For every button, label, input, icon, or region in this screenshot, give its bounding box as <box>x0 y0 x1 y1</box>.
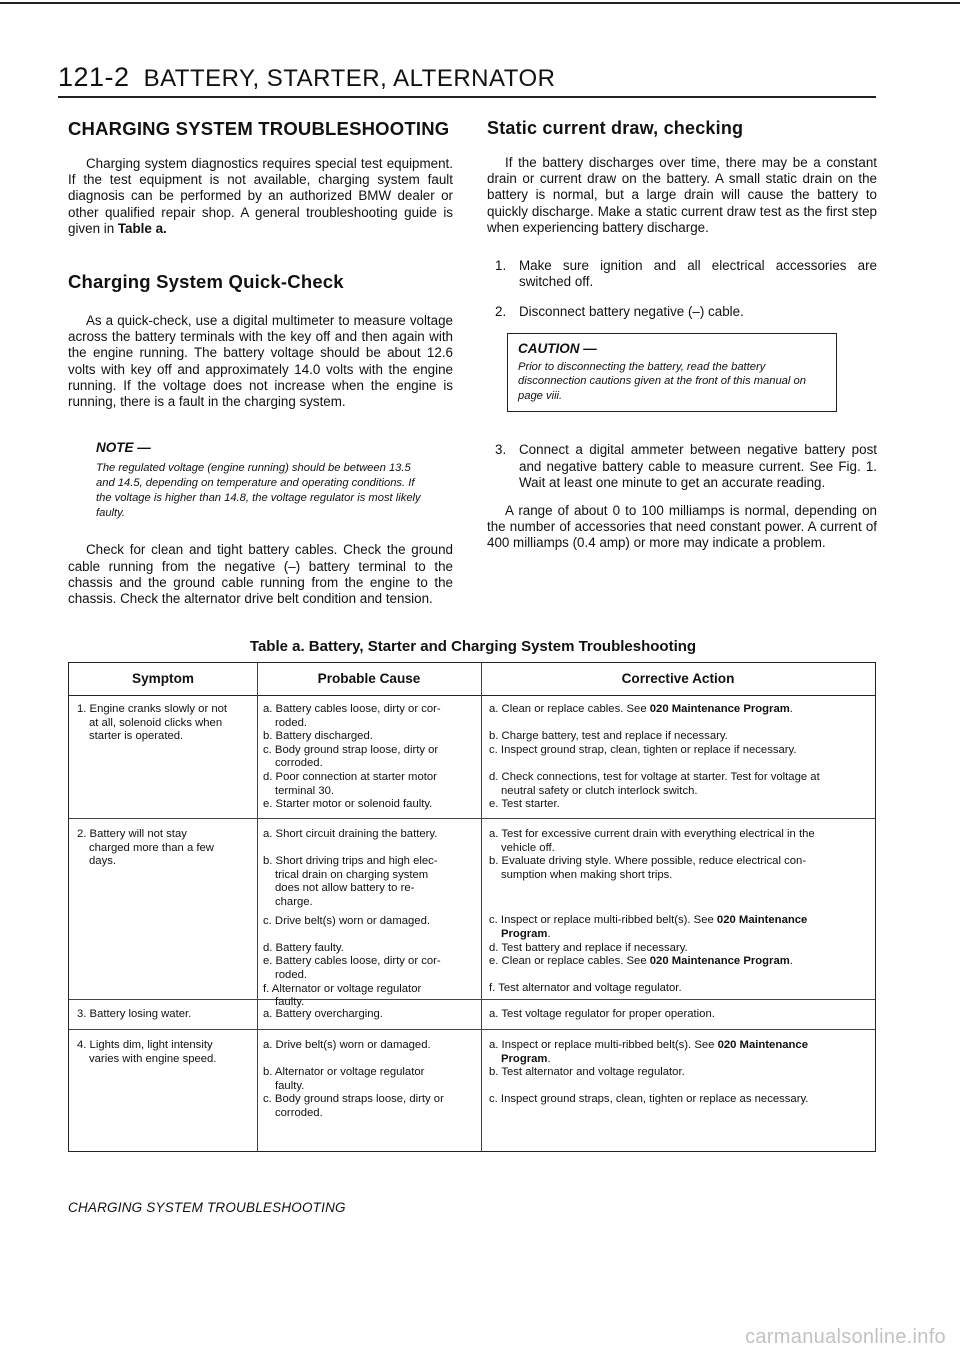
current-range-paragraph: A range of about 0 to 100 milliamps is normal, depending on the number of accessories that need constant power. A current of 400 milliamps (0.4 amp) or more may indicate a problem. <box>487 503 877 551</box>
cause-line: b. Battery discharged. <box>263 730 373 743</box>
action-line: a. Test for excessive current drain with everything electrical in the <box>489 828 815 840</box>
cables-paragraph: Check for clean and tight battery cables. Check the ground cable running from the negative (–) battery terminal to the chassis and the ground cable running from the engine to the chassis. Check the alternator drive belt condition and tension. <box>68 542 453 607</box>
table-row-4-causes <box>263 1039 477 1121</box>
cause-line: d. Battery faulty. <box>263 941 344 954</box>
action-line: b. Charge battery, test and replace if necessary. <box>489 730 728 743</box>
action-line: f. Test alternator and voltage regulator. <box>489 982 682 995</box>
table-header-row <box>69 663 875 696</box>
maintenance-program-ref: 020 Maintenance Program <box>649 703 790 715</box>
cause-line: d. Poor connection at starter motor <box>263 770 437 783</box>
action-line: c. Inspect ground straps, clean, tighten or replace as necessary. <box>489 1093 809 1106</box>
top-border-line <box>0 2 960 4</box>
action-line: neutral safety or clutch interlock switch. <box>501 784 698 797</box>
table-row-3-actions <box>489 1008 871 1022</box>
chapter-title: BATTERY, STARTER, ALTERNATOR <box>143 65 556 92</box>
cause-line: a. Battery overcharging. <box>263 1008 383 1020</box>
step-number: 2. <box>495 304 507 320</box>
table-header-action: Corrective Action <box>621 671 735 686</box>
cause-line: corroded. <box>275 1106 323 1119</box>
step-item <box>487 258 877 290</box>
left-column <box>68 118 453 607</box>
table-row-4-actions <box>489 1039 871 1107</box>
cause-line: b. Short driving trips and high elec- <box>263 855 438 868</box>
row-divider <box>69 1029 875 1030</box>
table-row-2-symptom <box>77 828 253 869</box>
column-divider <box>257 663 258 1151</box>
page-number: 121-2 <box>58 62 130 92</box>
symptom-line: at all, solenoid clicks when <box>89 716 223 729</box>
cause-line: trical drain on charging system <box>275 868 429 881</box>
cause-line: terminal 30. <box>275 784 335 797</box>
action-line: d. Check connections, test for voltage at starter. Test for voltage at <box>489 770 820 783</box>
action-line: a. Clean or replace cables. See 020 Maintenance Program. <box>489 703 793 715</box>
symptom-line: 2. Battery will not stay <box>77 828 187 840</box>
table-row-4-symptom <box>77 1039 253 1066</box>
table-row-2-actions <box>489 828 871 996</box>
cause-line: c. Drive belt(s) worn or damaged. <box>263 914 431 927</box>
action-line: a. Test voltage regulator for proper operation. <box>489 1008 715 1020</box>
cause-line: faulty. <box>275 1079 305 1092</box>
cause-line: charge. <box>275 895 313 908</box>
action-line: a. Inspect or replace multi-ribbed belt(s). See 020 Maintenance <box>489 1039 808 1051</box>
symptom-line: 3. Battery losing water. <box>77 1008 192 1020</box>
cause-line: b. Alternator or voltage regulator <box>263 1066 425 1079</box>
note-text: The regulated voltage (engine running) should be between 13.5 and 14.5, depending on temperature and operating conditions. If the voltage is higher than 14.8, the voltage regulator is most likely faulty. <box>96 462 421 519</box>
symptom-line: days. <box>89 855 117 868</box>
cause-line: a. Battery cables loose, dirty or cor- <box>263 703 441 715</box>
caution-title: CAUTION — <box>518 340 597 356</box>
static-current-steps-cont <box>487 442 877 491</box>
watermark: carmanualsonline.info <box>745 1326 946 1348</box>
table-reference[interactable]: Table a. <box>117 220 167 236</box>
action-line: vehicle off. <box>501 841 555 854</box>
step-item <box>487 442 877 491</box>
table-row-2-causes <box>263 828 477 1010</box>
symptom-line: charged more than a few <box>89 841 214 854</box>
cause-line: e. Battery cables loose, dirty or cor- <box>263 955 441 968</box>
action-line: b. Test alternator and voltage regulator. <box>489 1066 685 1079</box>
action-line: sumption when making short trips. <box>501 868 673 881</box>
action-line: Program. <box>501 927 551 940</box>
maintenance-program-ref: 020 Maintenance <box>716 914 808 927</box>
action-line: c. Inspect ground strap, clean, tighten or replace if necessary. <box>489 743 797 756</box>
cause-line: roded. <box>275 716 308 729</box>
symptom-line: varies with engine speed. <box>89 1052 217 1065</box>
symptom-line: 4. Lights dim, light intensity <box>77 1039 213 1051</box>
maintenance-program-ref: 020 Maintenance <box>717 1039 808 1051</box>
right-column <box>487 118 877 552</box>
step-number: 1. <box>495 258 507 274</box>
caution-text: Prior to disconnecting the battery, read the battery disconnection cautions given at the front of this manual on page viii. <box>518 360 806 402</box>
static-current-steps <box>487 258 877 321</box>
charging-intro-text: Charging system diagnostics requires special test equipment. If the test equipment is not available, charging system fault diagnosis can be performed by an authorized BMW dealer or other qualified repair shop. A general troubleshooting guide is given in <box>68 156 453 236</box>
cause-line: a. Drive belt(s) worn or damaged. <box>263 1039 431 1051</box>
table-row-1-symptom <box>77 703 253 744</box>
cause-line: c. Body ground straps loose, dirty or <box>263 1093 444 1106</box>
cause-line: corroded. <box>275 757 323 770</box>
step-text: Connect a digital ammeter between negative battery post and negative battery cable to measure current. See Fig. 1. Wait at least one minute to get an accurate reading. <box>519 442 877 490</box>
header-rule <box>58 96 876 98</box>
troubleshooting-table <box>68 662 876 1152</box>
action-line: e. Test starter. <box>489 798 560 811</box>
cause-line: roded. <box>275 968 308 981</box>
section-heading-static-current: Static current draw, checking <box>487 118 744 138</box>
table-row-1-actions <box>489 703 871 812</box>
page-header <box>58 62 878 93</box>
static-current-intro: If the battery discharges over time, there may be a constant drain or current draw on the battery. A small static drain on the battery is normal, but a large drain will cause the battery to quickly discharge. Make a static current draw test as the first step when experiencing battery discharge. <box>487 155 877 235</box>
action-line: Program. <box>501 1052 551 1065</box>
note-title: NOTE — <box>96 440 151 456</box>
table-header-cause: Probable Cause <box>317 671 421 686</box>
step-item <box>487 304 877 320</box>
cause-line: e. Starter motor or solenoid faulty. <box>263 798 433 811</box>
table-header-symptom: Symptom <box>132 671 194 686</box>
charging-intro-paragraph <box>68 156 453 237</box>
cause-line: a. Short circuit draining the battery. <box>263 828 438 840</box>
table-row-3-symptom <box>77 1008 253 1022</box>
symptom-line: starter is operated. <box>89 730 184 743</box>
cause-line: f. Alternator or voltage regulator <box>263 982 422 995</box>
caution-box <box>507 333 837 413</box>
cause-line: does not allow battery to re- <box>275 882 415 895</box>
action-line: c. Inspect or replace multi-ribbed belt(s). See 020 Maintenance <box>489 914 808 927</box>
subheading-quick-check: Charging System Quick-Check <box>68 271 344 293</box>
cause-line: faulty. <box>275 996 305 1009</box>
action-line: d. Test battery and replace if necessary. <box>489 941 688 954</box>
quick-check-paragraph: As a quick-check, use a digital multimeter to measure voltage across the battery terminals with the key off and then again with the engine running. The battery voltage should be about 12.6 volts with key off and approximately 14.0 volts with the engine running. If the voltage does not increase when the engine is running, there is a fault in the charging system. <box>68 313 453 410</box>
action-line: b. Evaluate driving style. Where possible, reduce electrical con- <box>489 855 807 868</box>
step-text: Disconnect battery negative (–) cable. <box>519 304 744 320</box>
row-divider <box>69 818 875 819</box>
maintenance-program-ref: 020 Maintenance Program <box>649 955 790 968</box>
section-heading-charging: CHARGING SYSTEM TROUBLESHOOTING <box>68 118 450 139</box>
page-footer: CHARGING SYSTEM TROUBLESHOOTING <box>68 1200 346 1215</box>
note-box <box>96 440 453 520</box>
symptom-line: 1. Engine cranks slowly or not <box>77 703 228 715</box>
step-text: Make sure ignition and all electrical accessories are switched off. <box>519 258 877 290</box>
column-divider <box>481 663 482 1151</box>
action-line: e. Clean or replace cables. See 020 Maintenance Program. <box>489 955 793 968</box>
table-row-1-causes <box>263 703 477 812</box>
cause-line: c. Body ground strap loose, dirty or <box>263 743 439 756</box>
table-title: Table a. Battery, Starter and Charging System Troubleshooting <box>249 638 697 655</box>
table-row-3-causes <box>263 1008 477 1022</box>
step-number: 3. <box>495 442 507 458</box>
